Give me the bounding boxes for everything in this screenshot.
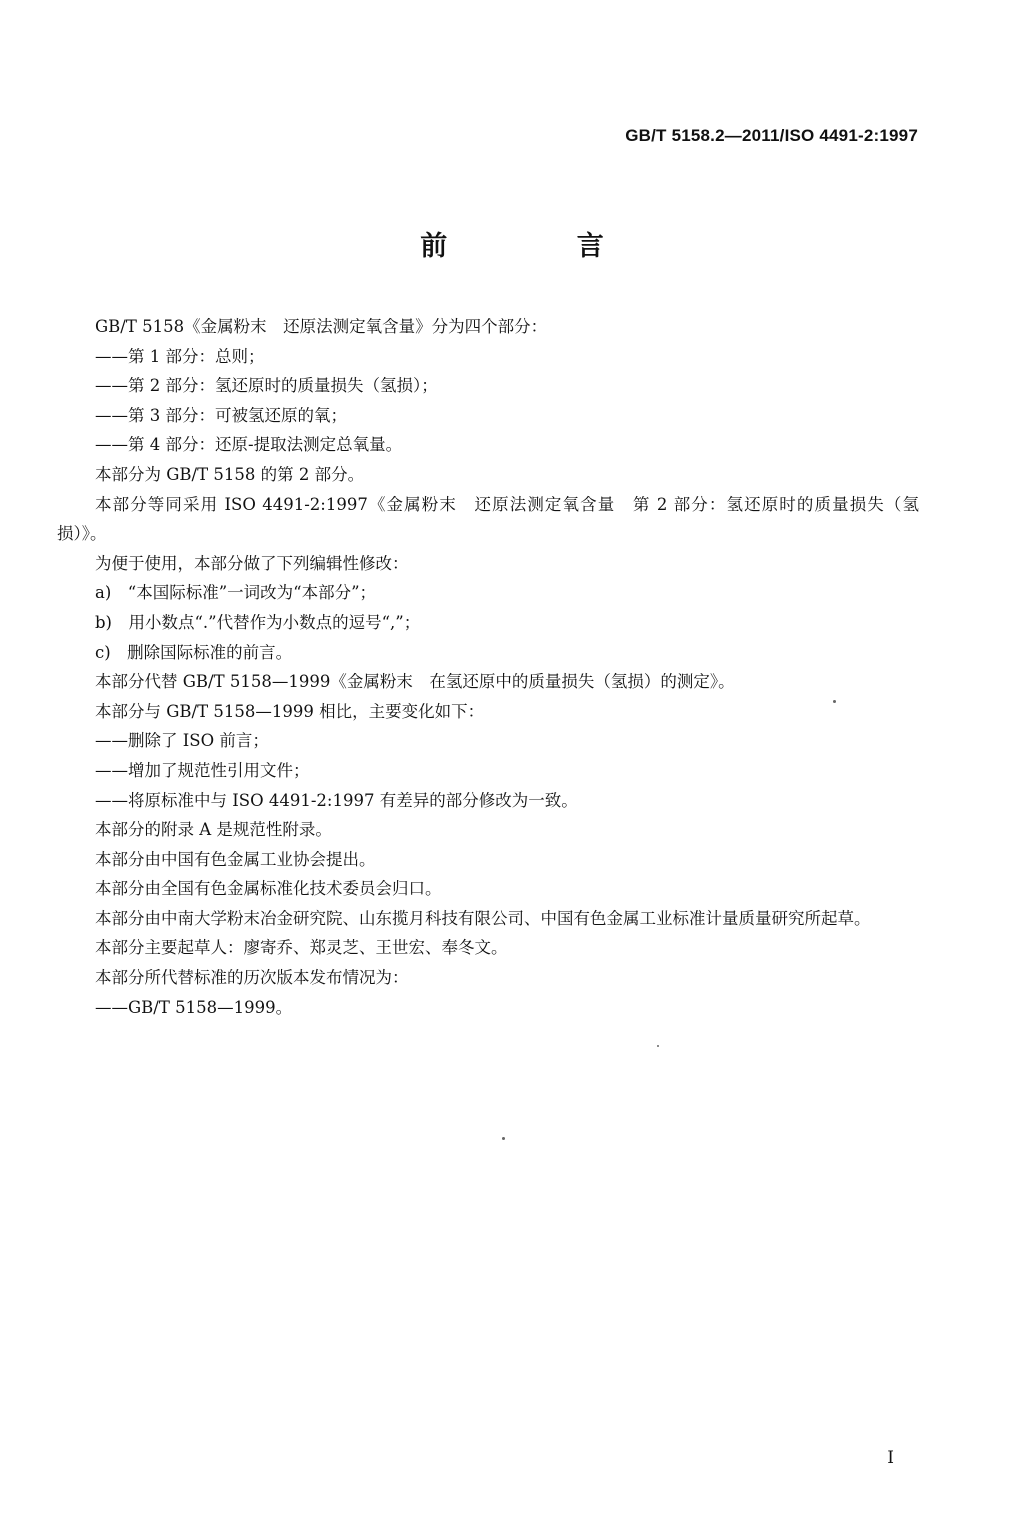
list-item: ——将原标准中与 ISO 4491-2:1997 有差异的部分修改为一致。	[95, 790, 578, 810]
list-item: b) 用小数点“.”代替作为小数点的逗号“,”；	[95, 612, 421, 632]
paragraph: GB/T 5158《金属粉末 还原法测定氧含量》分为四个部分：	[95, 317, 548, 336]
list-item: ——增加了规范性引用文件；	[95, 760, 310, 780]
paragraph: 本部分与 GB/T 5158—1999 相比，主要变化如下：	[95, 701, 485, 721]
paragraph: 为便于使用，本部分做了下列编辑性修改：	[95, 553, 409, 573]
paragraph: 本部分的附录 A 是规范性附录。	[95, 820, 332, 840]
paragraph: 本部分所代替标准的历次版本发布情况为：	[95, 968, 409, 988]
standard-number: GB/T 5158.2—2011/ISO 4491-2:1997	[625, 126, 918, 145]
list-item: ——第 3 部分：可被氢还原的氧；	[95, 405, 347, 425]
list-item: ——删除了 ISO 前言；	[95, 731, 269, 751]
paragraph: 本部分代替 GB/T 5158—1999《金属粉末 在氢还原中的质量损失（氢损）的测定》。	[95, 672, 735, 692]
list-item: ——第 1 部分：总则；	[95, 346, 265, 366]
list-item: a) “本国际标准”一词改为“本部分”；	[95, 583, 377, 603]
scan-speck	[657, 1045, 659, 1047]
page-number: I	[887, 1448, 894, 1468]
scan-speck	[833, 700, 836, 703]
foreword-body	[57, 312, 919, 1022]
paragraph: 本部分为 GB/T 5158 的第 2 部分。	[95, 464, 365, 484]
list-item: ——第 4 部分：还原-提取法测定总氧量。	[95, 435, 403, 455]
paragraph: 本部分由全国有色金属标准化技术委员会归口。	[95, 879, 442, 899]
list-item: c) 删除国际标准的前言。	[95, 642, 293, 662]
paragraph: 本部分由中国有色金属工业协会提出。	[95, 849, 376, 869]
paragraph: 本部分主要起草人：廖寄乔、郑灵芝、王世宏、奉冬文。	[95, 938, 508, 958]
paragraph: 本部分等同采用 ISO 4491-2:1997《金属粉末 还原法测定氧含量 第 2 部分：氢还原时的质量损失（氢损）》。	[57, 494, 919, 544]
paragraph: 本部分由中南大学粉末冶金研究院、山东揽月科技有限公司、中国有色金属工业标准计量质量研究所起草。	[95, 908, 871, 928]
list-item: ——第 2 部分：氢还原时的质量损失（氢损）；	[95, 376, 438, 396]
page-title: 前 言	[420, 231, 664, 262]
list-item: ——GB/T 5158—1999。	[95, 997, 293, 1017]
scan-speck	[502, 1137, 505, 1140]
